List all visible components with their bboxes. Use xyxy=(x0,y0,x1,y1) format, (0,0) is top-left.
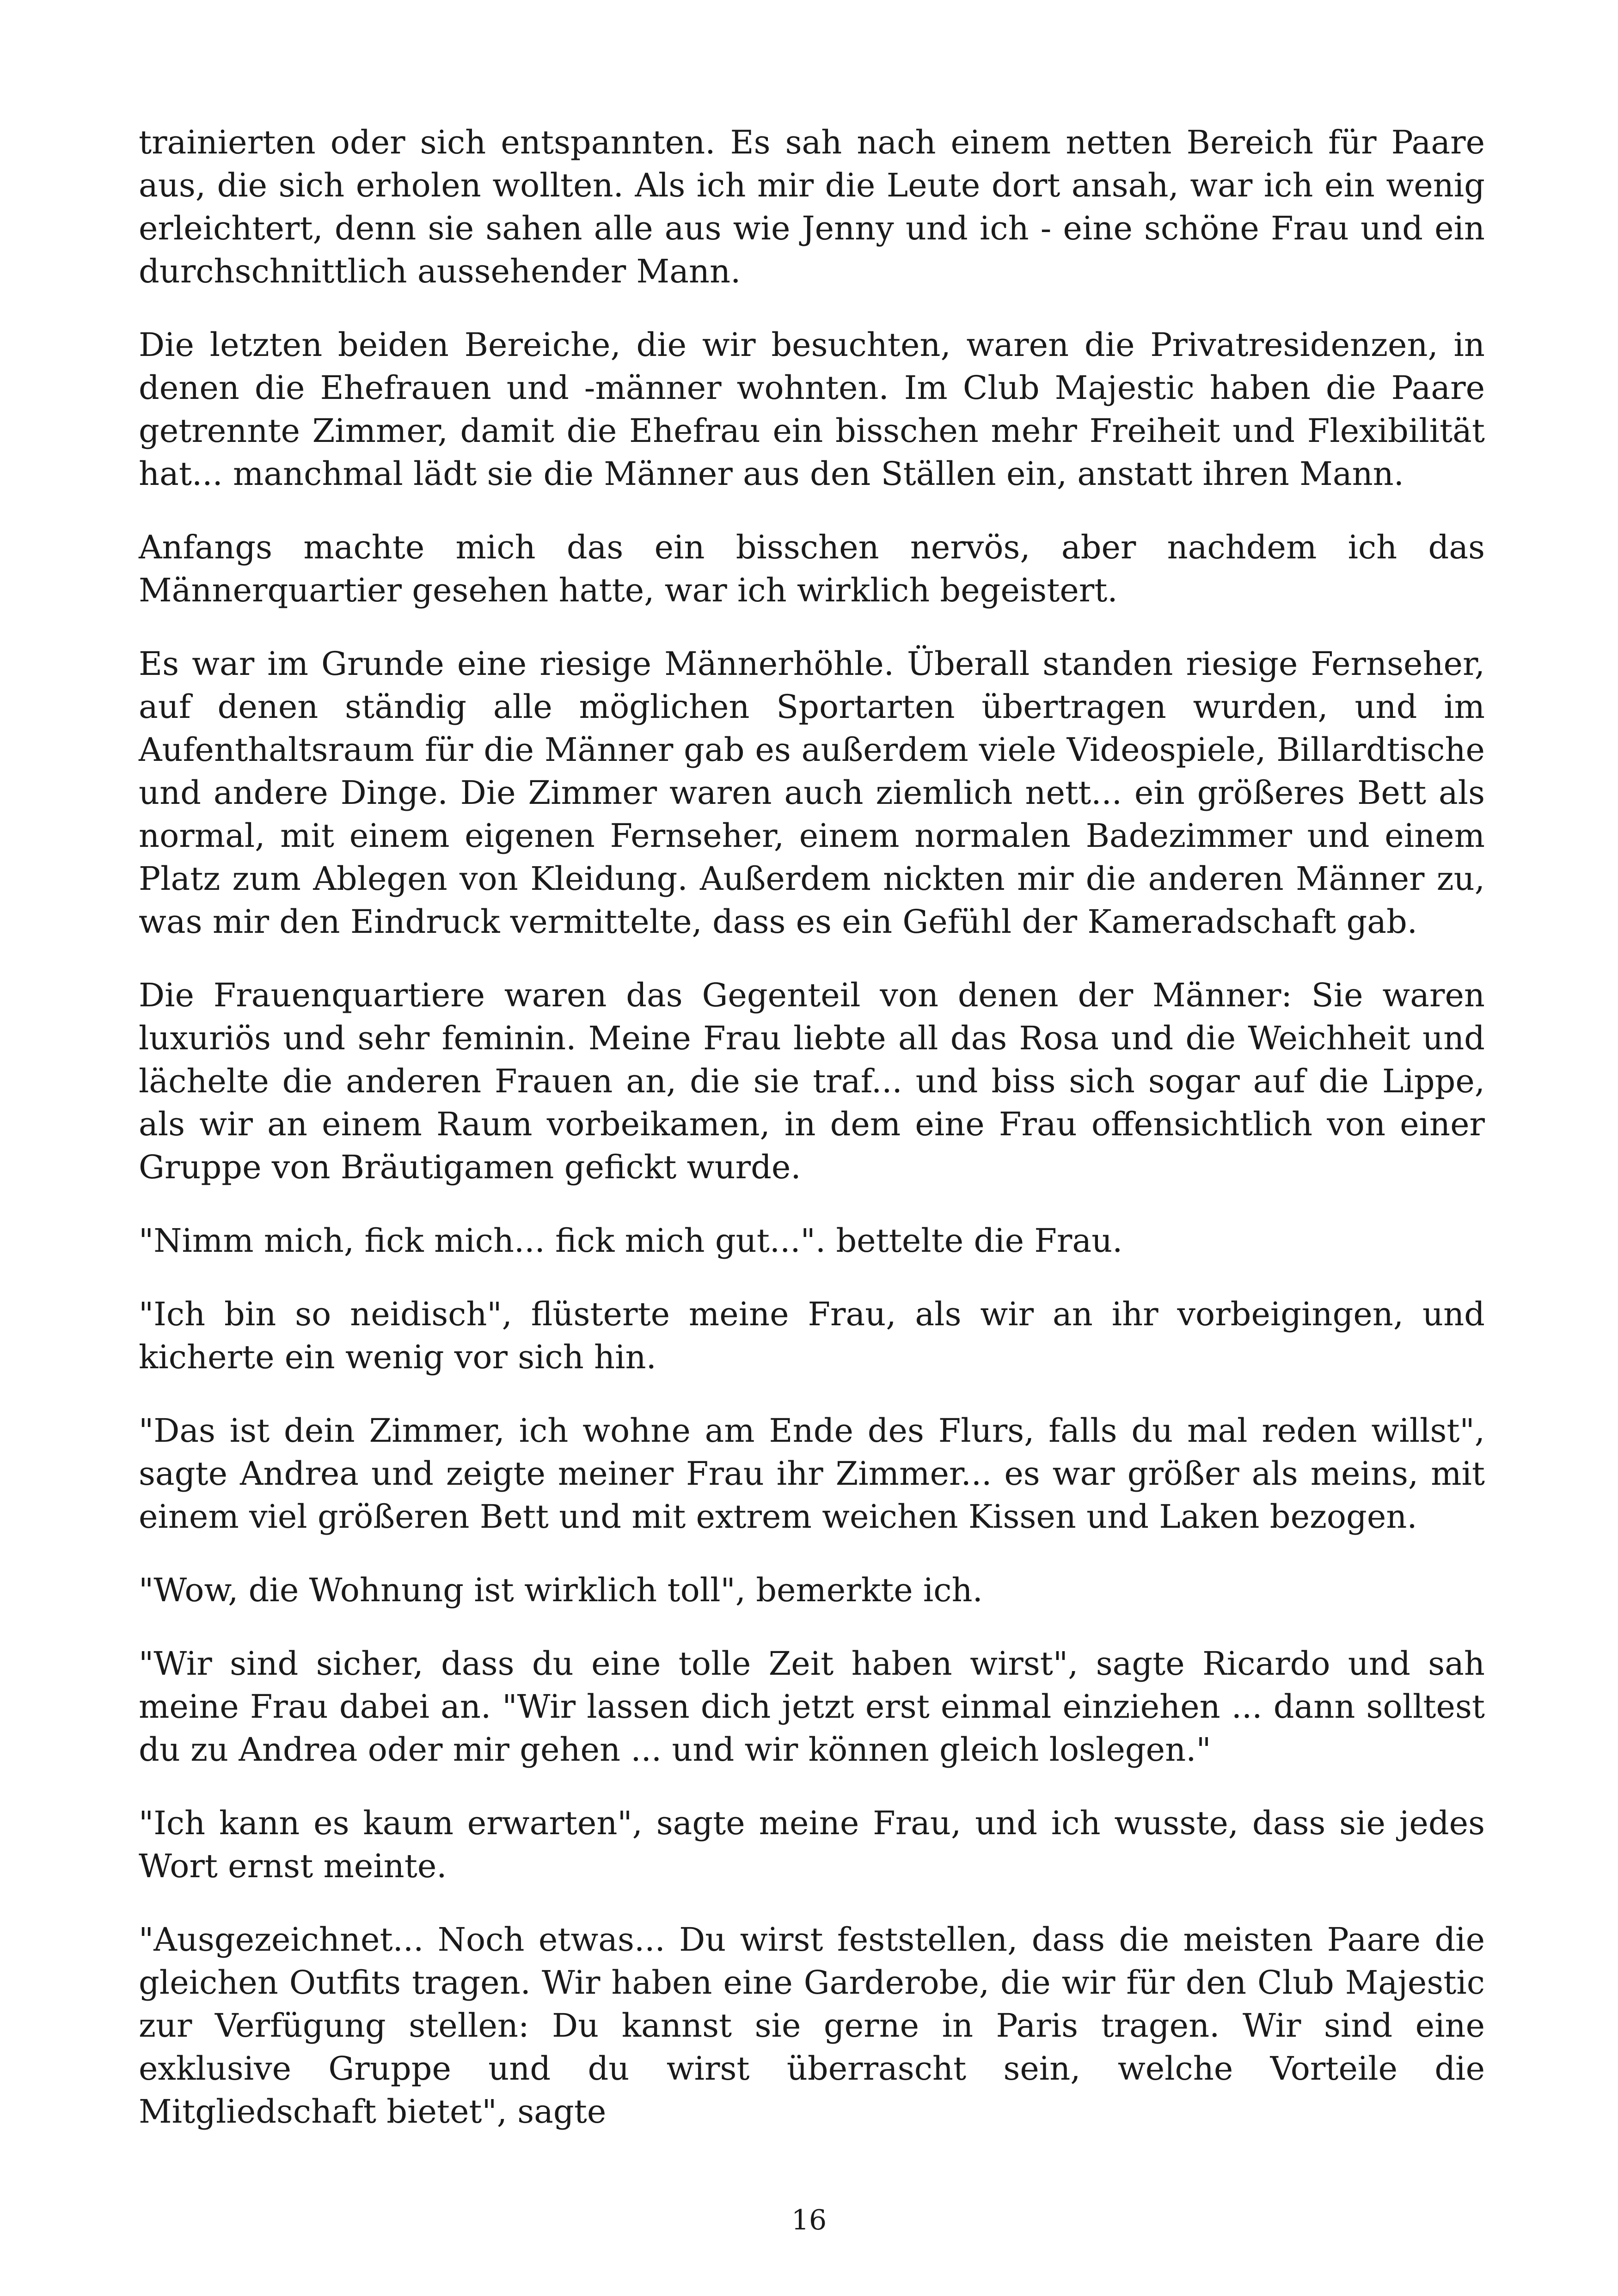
paragraph: trainierten oder sich entspannten. Es sah nach einem netten Bereich für Paare aus, die sich erholen wollten. Als ich mir die Leute dort ansah, war ich ein wenig erleichtert, denn sie sahen alle aus wie Jenny und ich - eine schöne Frau und ein durchschnittlich aussehender Mann. xyxy=(139,123,1485,290)
paragraph: "Ich kann es kaum erwarten", sagte meine Frau, und ich wusste, dass sie jedes Wort ernst meinte. xyxy=(139,1804,1485,1885)
paragraph: "Das ist dein Zimmer, ich wohne am Ende des Flurs, falls du mal reden willst", sagte Andrea und zeigte meiner Frau ihr Zimmer... es war größer als meins, mit einem viel größeren Bett und mit extrem weichen Kissen und Laken bezogen. xyxy=(139,1412,1485,1536)
paragraph: "Wow, die Wohnung ist wirklich toll", bemerkte ich. xyxy=(139,1571,983,1609)
paragraph: "Ich bin so neidisch", flüsterte meine Frau, als wir an ihr vorbeigingen, und kicherte ein wenig vor sich hin. xyxy=(139,1295,1485,1376)
paragraph: Anfangs machte mich das ein bisschen nervös, aber nachdem ich das Männerquartier gesehen hatte, war ich wirklich begeistert. xyxy=(139,528,1485,609)
paragraph: Die Frauenquartiere waren das Gegenteil von denen der Männer: Sie waren luxuriös und sehr feminin. Meine Frau liebte all das Rosa und die Weichheit und lächelte die anderen Frauen an, die sie traf... und biss sich sogar auf die Lippe, als wir an einem Raum vorbeikamen, in dem eine Frau offensichtlich von einer Gruppe von Bräutigamen gefickt wurde. xyxy=(139,976,1485,1186)
paragraph: "Ausgezeichnet... Noch etwas... Du wirst feststellen, dass die meisten Paare die gleichen Outfits tragen. Wir haben eine Garderobe, die wir für den Club Majestic zur Verfügung stellen: Du kannst sie gerne in Paris tragen. Wir sind eine exklusive Gruppe und du wirst überrascht sein, welche Vorteile die Mitgliedschaft bietet", sagte xyxy=(139,1921,1485,2131)
paragraph: Die letzten beiden Bereiche, die wir besuchten, waren die Privatresidenzen, in denen die Ehefrauen und -männer wohnten. Im Club Majestic haben die Paare getrennte Zimmer, damit die Ehefrau ein bisschen mehr Freiheit und Flexibilität hat... manchmal lädt sie die Männer aus den Ställen ein, anstatt ihren Mann. xyxy=(139,326,1485,493)
paragraph: "Nimm mich, fick mich... fick mich gut...". bettelte die Frau. xyxy=(139,1222,1123,1260)
body-text xyxy=(139,121,1485,2164)
paragraph: "Wir sind sicher, dass du eine tolle Zeit haben wirst", sagte Ricardo und sah meine Frau dabei an. "Wir lassen dich jetzt erst einmal einziehen ... dann solltest du zu Andrea oder mir gehen ... und wir können gleich loslegen." xyxy=(139,1645,1485,1769)
paragraph: Es war im Grunde eine riesige Männerhöhle. Überall standen riesige Fernseher, auf denen ständig alle möglichen Sportarten übertragen wurden, und im Aufenthaltsraum für die Männer gab es außerdem viele Videospiele, Billardtische und andere Dinge. Die Zimmer waren auch ziemlich nett... ein größeres Bett als normal, mit einem eigenen Fernseher, einem normalen Badezimmer und einem Platz zum Ablegen von Kleidung. Außerdem nickten mir die anderen Männer zu, was mir den Eindruck vermittelte, dass es ein Gefühl der Kameradschaft gab. xyxy=(139,645,1485,941)
page-number: 16 xyxy=(791,2204,827,2236)
